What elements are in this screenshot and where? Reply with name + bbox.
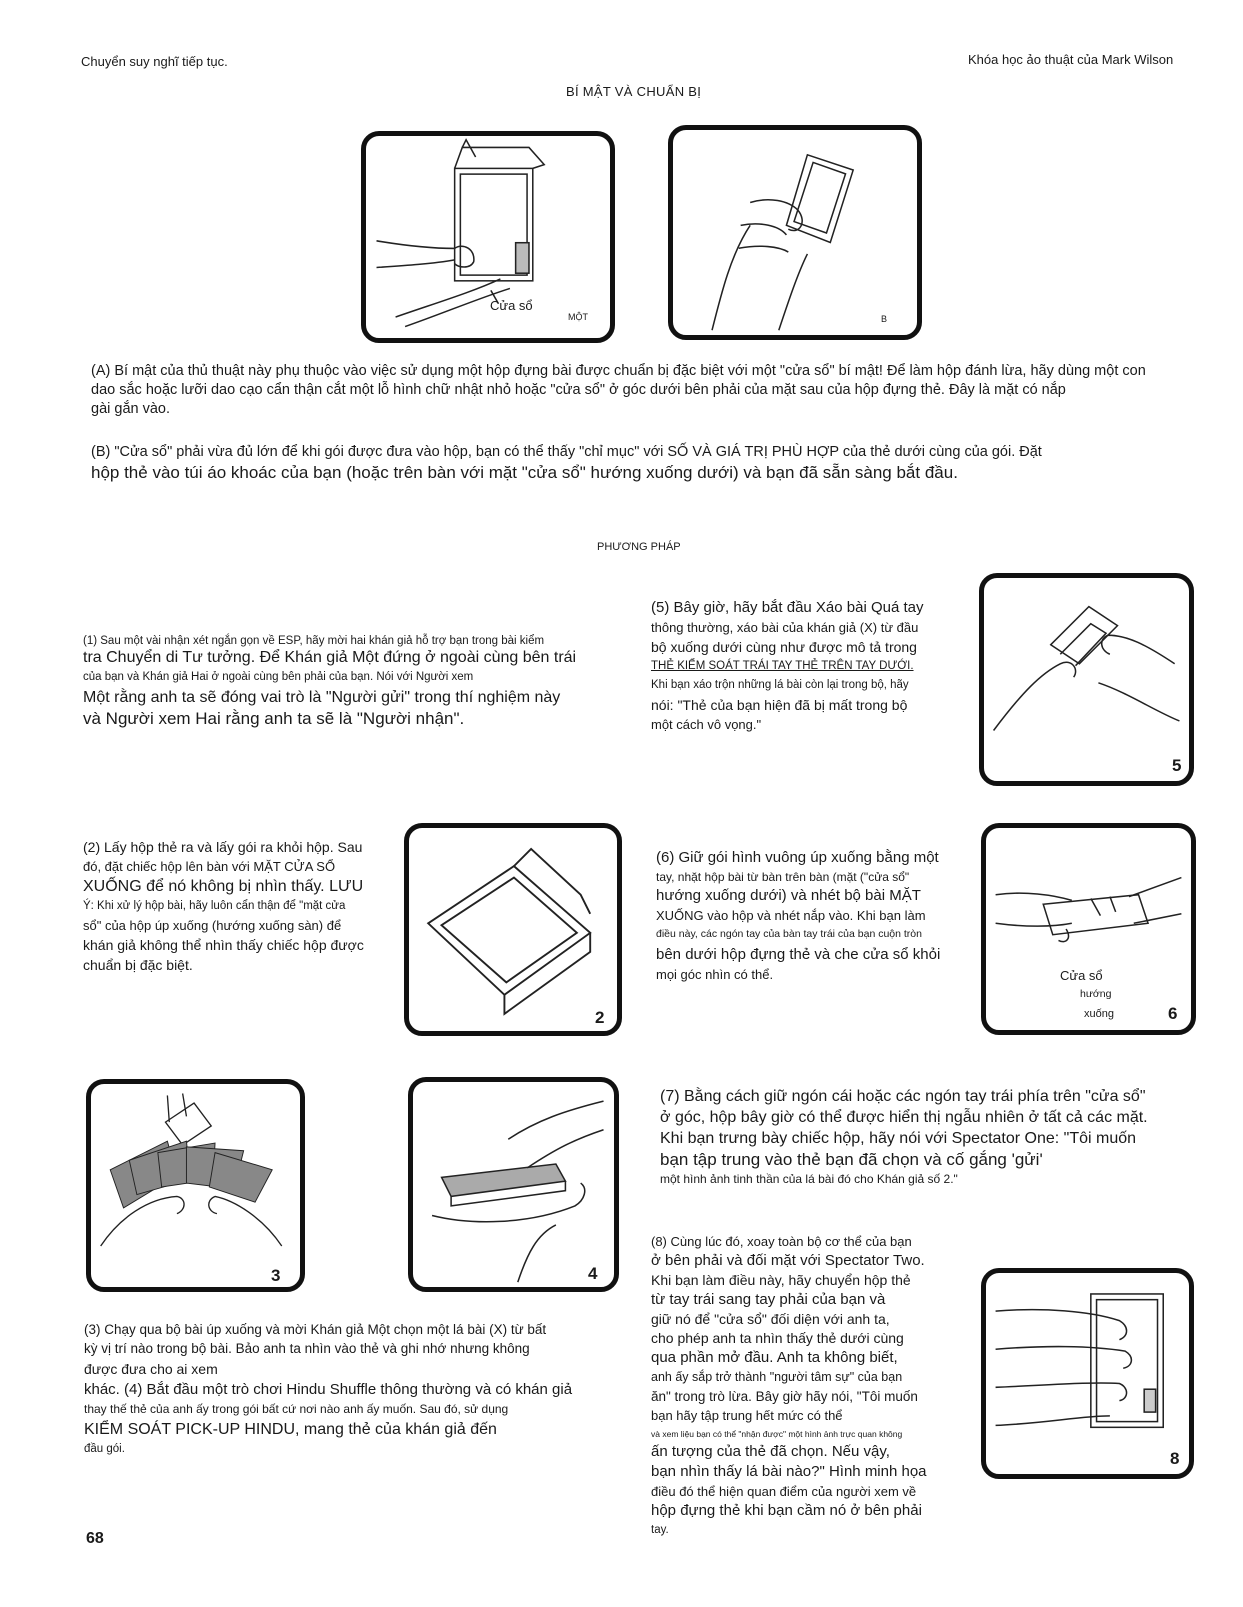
step-8 — [651, 1232, 927, 1539]
figure-5 — [979, 573, 1194, 786]
paragraph-b-line-2: hộp thẻ vào túi áo khoác của bạn (hoặc trên bàn với mặt "cửa sổ" hướng xuống dưới) và bạn đã sẵn sàng bắt đầu. — [91, 463, 958, 482]
step-1 — [83, 635, 576, 729]
paragraph-a — [91, 362, 1146, 419]
figure-a-caption: Cửa sổ — [490, 298, 533, 313]
figure-b — [668, 125, 922, 340]
step-8-line-14: điều đó thể hiện quan điểm của người xem về — [651, 1484, 917, 1499]
step-8-line-10: bạn hãy tập trung hết mức có thể — [651, 1408, 843, 1423]
step-2-line-4: Ý: Khi xử lý hộp bài, hãy luôn cẩn thận để "mặt cửa — [83, 900, 346, 912]
step-2-line-7: chuẩn bị đặc biệt. — [83, 957, 193, 973]
page-number: 68 — [86, 1530, 104, 1547]
step-7-line-4: bạn tập trung vào thẻ bạn đã chọn và cố gắng 'gửi' — [660, 1150, 1043, 1169]
step-6-line-5: điều này, các ngón tay của bàn tay trái của bạn cuộn tròn — [656, 928, 922, 940]
step-5 — [651, 597, 924, 734]
step-8-line-3: Khi bạn làm điều này, hãy chuyển hộp thẻ — [651, 1272, 911, 1288]
step-3-4-line-4: khác. (4) Bắt đầu một trò chơi Hindu Shuffle thông thường và có khán giả — [84, 1381, 573, 1398]
figure-4-illustration — [413, 1082, 614, 1287]
step-3-4-line-3: được đưa cho ai xem — [84, 1361, 218, 1377]
step-8-line-11: và xem liệu bạn có thể "nhận được" một hình ảnh trực quan không — [651, 1429, 903, 1439]
step-1-line-3: của bạn và Khán giả Hai ở ngoài cùng bên phải của bạn. Nói với Người xem — [83, 671, 474, 683]
step-8-line-8: anh ấy sắp trở thành "người tâm sự" của bạn — [651, 1370, 903, 1384]
step-5-line-5: Khi bạn xáo trộn những lá bài còn lại trong bộ, hãy — [651, 679, 909, 691]
step-2 — [83, 838, 364, 975]
step-1-line-5: và Người xem Hai rằng anh ta sẽ là "Người nhận". — [83, 709, 465, 728]
step-3-4 — [84, 1320, 572, 1459]
step-8-line-2: ở bên phải và đối mặt với Spectator Two. — [651, 1252, 925, 1269]
step-8-line-12: ấn tượng của thẻ đã chọn. Nếu vậy, — [651, 1443, 890, 1460]
figure-a-label: MỘT — [568, 312, 588, 322]
step-3-4-line-2: kỳ vị trí nào trong bộ bài. Bảo anh ta nhìn vào thẻ và ghi nhớ nhưng không — [84, 1341, 530, 1356]
figure-a — [361, 131, 615, 343]
step-8-line-13: bạn nhìn thấy lá bài nào?" Hình minh họa — [651, 1463, 927, 1480]
step-5-line-1: (5) Bây giờ, hãy bắt đầu Xáo bài Quá tay — [651, 599, 924, 616]
step-6-line-3: hướng xuống dưới) và nhét bộ bài MẶT — [656, 887, 921, 904]
step-8-line-7: qua phần mở đầu. Anh ta không biết, — [651, 1349, 898, 1366]
step-8-line-16: tay. — [651, 1524, 669, 1536]
step-6-line-2: tay, nhặt hộp bài từ bàn trên bàn (mặt ("cửa sổ" — [656, 870, 910, 884]
figure-5-number: 5 — [1172, 756, 1182, 775]
step-2-line-3: XUỐNG để nó không bị nhìn thấy. LƯU — [83, 878, 364, 895]
step-6-line-4: XUỐNG vào hộp và nhét nắp vào. Khi bạn làm — [656, 908, 926, 923]
step-5-line-4: THẺ KIỂM SOÁT TRÁI TAY THẺ TRÊN TAY DƯỚI. — [651, 660, 914, 672]
step-2-line-6: khán giả không thể nhìn thấy chiếc hộp được — [83, 937, 364, 953]
figure-6-number: 6 — [1168, 1004, 1178, 1023]
figure-6-caption-2: hướng — [1080, 988, 1112, 1000]
step-2-line-5: sổ" của hộp úp xuống (hướng xuống sàn) để — [83, 918, 342, 933]
figure-3-illustration — [91, 1084, 300, 1287]
step-1-line-4: Một rằng anh ta sẽ đóng vai trò là "Người gửi" trong thí nghiệm này — [83, 689, 561, 706]
step-1-line-2: tra Chuyển di Tư tưởng. Để Khán giả Một đứng ở ngoài cùng bên trái — [83, 649, 577, 666]
figure-8 — [981, 1268, 1194, 1479]
step-5-line-7: một cách vô vọng." — [651, 717, 762, 732]
step-8-line-4: từ tay trái sang tay phải của bạn và — [651, 1291, 886, 1308]
running-header-right: Khóa học ảo thuật của Mark Wilson — [968, 52, 1174, 67]
step-3-4-line-1: (3) Chạy qua bộ bài úp xuống và mời Khán giả Một chọn một lá bài (X) từ bất — [84, 1322, 547, 1337]
step-8-line-5: giữ nó để "cửa sổ" đối diện với anh ta, — [651, 1311, 890, 1327]
step-2-line-1: (2) Lấy hộp thẻ ra và lấy gói ra khỏi hộp. Sau — [83, 839, 363, 855]
step-7-line-3: Khi bạn trưng bày chiếc hộp, hãy nói với Spectator One: "Tôi muốn — [660, 1130, 1137, 1147]
step-6-line-1: (6) Giữ gói hình vuông úp xuống bằng một — [656, 849, 939, 866]
figure-6-caption-3: xuống — [1084, 1008, 1114, 1020]
step-7-line-1: (7) Bằng cách giữ ngón cái hoặc các ngón tay trái phía trên "cửa sổ" — [660, 1088, 1146, 1105]
step-3-4-line-5: thay thế thẻ của anh ấy trong gói bất cứ nơi nào anh ấy muốn. Sau đó, sử dụng — [84, 1402, 509, 1416]
figure-3 — [86, 1079, 305, 1292]
figure-6-caption-1: Cửa sổ — [1060, 968, 1103, 983]
figure-3-number: 3 — [271, 1266, 281, 1285]
step-7-line-5: một hình ảnh tinh thần của lá bài đó cho Khán giả số 2." — [660, 1172, 958, 1186]
figure-4-number: 4 — [588, 1264, 598, 1283]
section-title-method: PHƯƠNG PHÁP — [597, 541, 681, 553]
step-5-line-2: thông thường, xáo bài của khán giả (X) từ đầu — [651, 620, 919, 635]
step-8-line-1: (8) Cùng lúc đó, xoay toàn bộ cơ thể của bạn — [651, 1234, 912, 1249]
paragraph-a-line-1: (A) Bí mật của thủ thuật này phụ thuộc vào việc sử dụng một hộp đựng bài được chuẩn bị đặc biệt với một "cửa sổ" bí mật! Để làm hộp đánh lừa, hãy dùng một con — [91, 363, 1146, 379]
step-5-line-3: bộ xuống dưới cùng như được mô tả trong — [651, 639, 917, 655]
step-6-line-6: bên dưới hộp đựng thẻ và che cửa sổ khỏi — [656, 946, 941, 963]
paragraph-a-line-3: gài gắn vào. — [91, 401, 171, 417]
figure-b-illustration — [673, 130, 917, 335]
figure-6 — [981, 823, 1196, 1035]
figure-2-number: 2 — [595, 1008, 605, 1027]
step-3-4-line-6: KIỂM SOÁT PICK-UP HINDU, mang thẻ của khán giả đến — [84, 1421, 497, 1438]
paragraph-b — [91, 443, 1042, 482]
step-8-line-15: hộp đựng thẻ khi bạn cầm nó ở bên phải — [651, 1502, 922, 1519]
figure-5-illustration — [984, 578, 1189, 781]
figure-2 — [404, 823, 622, 1036]
step-5-line-6: nói: "Thẻ của bạn hiện đã bị mất trong bộ — [651, 697, 908, 713]
figure-b-label: B — [881, 314, 888, 324]
step-2-line-2: đó, đặt chiếc hộp lên bàn với MẶT CỬA SỔ — [83, 859, 336, 874]
figure-2-illustration — [409, 828, 617, 1031]
step-1-line-1: (1) Sau một vài nhận xét ngắn gọn về ESP, hãy mời hai khán giả hỗ trợ bạn trong bài kiểm — [83, 635, 545, 647]
running-header-left: Chuyển suy nghĩ tiếp tục. — [81, 54, 228, 69]
figure-4 — [408, 1077, 619, 1292]
paragraph-a-line-2: dao sắc hoặc lưỡi dao cạo cẩn thận cắt một lỗ hình chữ nhật nhỏ hoặc "cửa sổ" ở góc dưới bên phải của mặt sau của hộp đựng thẻ. Đây là mặt có nắp — [91, 382, 1066, 398]
paragraph-b-line-1: (B) "Cửa sổ" phải vừa đủ lớn để khi gói được đưa vào hộp, bạn có thể thấy "chỉ mục" với SỐ VÀ GIÁ TRỊ PHÙ HỢP của thẻ dưới cùng của gói. Đặt — [91, 444, 1042, 460]
step-7-line-2: ở góc, hộp bây giờ có thể được hiển thị ngẫu nhiên ở tất cả các mặt. — [660, 1109, 1148, 1126]
figure-8-number: 8 — [1170, 1449, 1180, 1468]
step-6 — [656, 848, 940, 984]
section-title-secret: BÍ MẬT VÀ CHUẨN BỊ — [566, 84, 702, 99]
step-3-4-line-7: đầu gói. — [84, 1443, 125, 1455]
figure-8-illustration — [986, 1273, 1189, 1474]
figure-a-illustration — [366, 136, 610, 338]
step-8-line-9: ăn" trong trò lừa. Bây giờ hãy nói, "Tôi muốn — [651, 1389, 918, 1404]
step-7 — [660, 1086, 1148, 1189]
step-8-line-6: cho phép anh ta nhìn thấy thẻ dưới cùng — [651, 1330, 904, 1346]
step-6-line-7: mọi góc nhìn có thể. — [656, 967, 774, 982]
